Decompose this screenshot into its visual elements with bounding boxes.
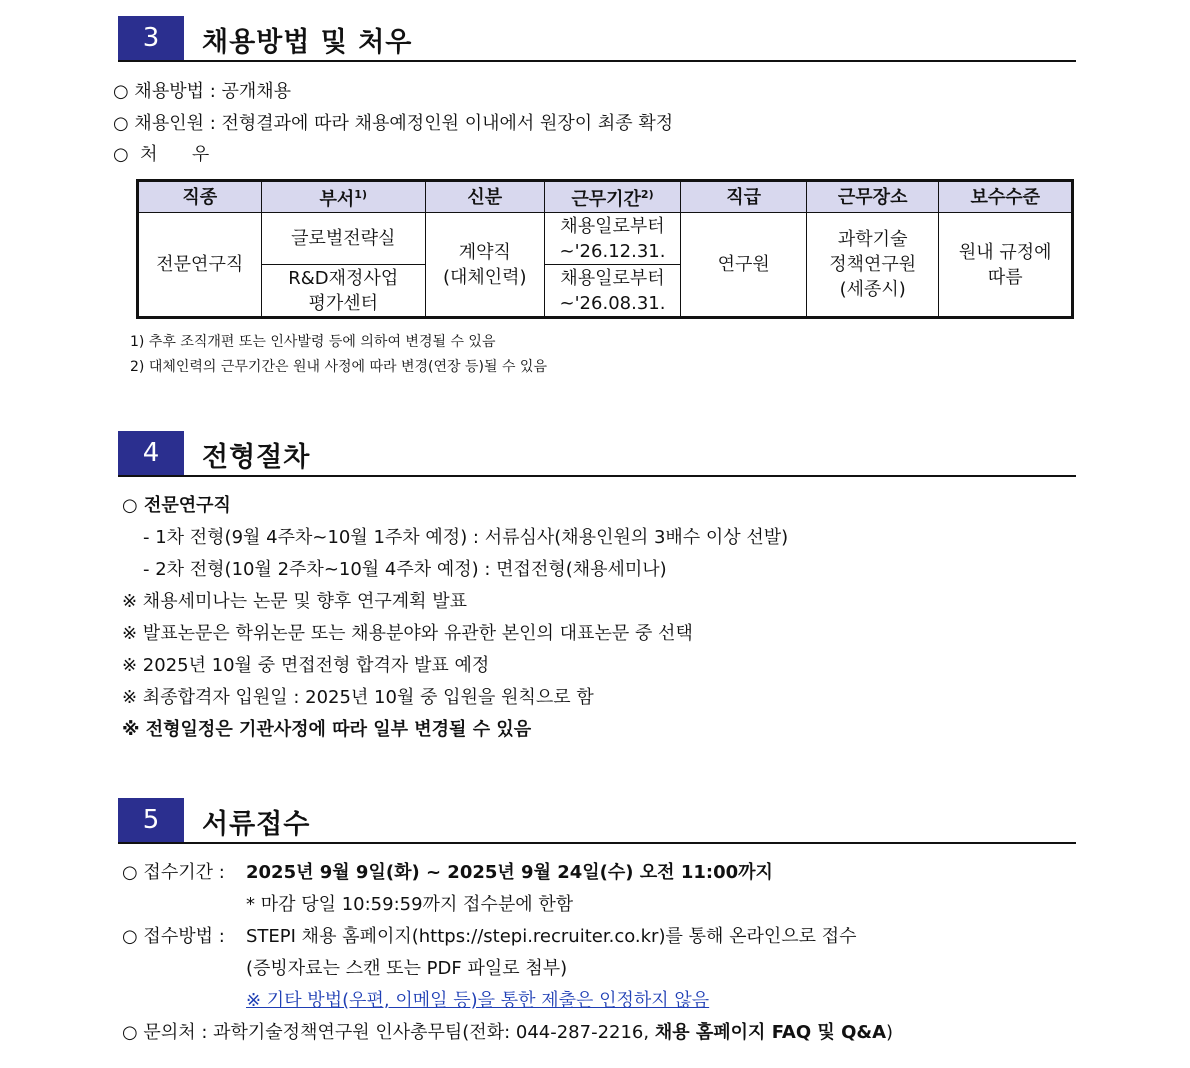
header-grade: 직급 bbox=[681, 181, 807, 213]
process-remark-1: ※ 채용세미나는 논문 및 향후 연구계획 발표 bbox=[122, 591, 468, 612]
contact-label: ○ 문의처 : bbox=[122, 1022, 208, 1043]
method-note: (증빙자료는 스캔 또는 PDF 파일로 첨부) bbox=[246, 958, 568, 979]
header-job-type: 직종 bbox=[138, 181, 262, 213]
terms-table bbox=[136, 179, 1074, 319]
section-4-number: 4 bbox=[118, 431, 184, 475]
hiring-method-line: ○ 채용방법 : 공개채용 bbox=[113, 81, 292, 102]
method-label: ○ 접수방법 : bbox=[122, 926, 225, 947]
cell-grade: 연구원 bbox=[681, 213, 807, 318]
process-heading: ○ 전문연구직 bbox=[122, 495, 231, 516]
period-note: * 마감 당일 10:59:59까지 접수분에 한함 bbox=[246, 894, 574, 915]
table-header-row bbox=[138, 181, 1073, 213]
section-5-title: 서류접수 bbox=[202, 809, 311, 840]
header-status: 신분 bbox=[425, 181, 544, 213]
method-warning: ※ 기타 방법(우편, 이메일 등)을 통한 제출은 인정하지 않음 bbox=[246, 990, 710, 1011]
section-3-number: 3 bbox=[118, 16, 184, 60]
process-remark-3: ※ 2025년 10월 중 면접전형 합격자 발표 예정 bbox=[122, 655, 490, 676]
cell-status: 계약직 (대체인력) bbox=[425, 213, 544, 318]
process-remark-2: ※ 발표논문은 학위논문 또는 채용분야와 유관한 본인의 대표논문 중 선택 bbox=[122, 623, 693, 644]
footnote-1: 1) 추후 조직개편 또는 인사발령 등에 의하여 변경될 수 있음 bbox=[130, 334, 496, 350]
contact-end: ) bbox=[886, 1022, 894, 1043]
process-remark-4: ※ 최종합격자 입원일 : 2025년 10월 중 입원을 원칙으로 함 bbox=[122, 687, 594, 708]
cell-job-type: 전문연구직 bbox=[138, 213, 262, 318]
table-row bbox=[138, 213, 1073, 265]
period-value: 2025년 9월 9일(화) ~ 2025년 9월 24일(수) 오전 11:00까지 bbox=[246, 862, 773, 883]
contact-faq: 채용 홈페이지 FAQ 및 Q&A bbox=[654, 1022, 887, 1043]
contact-line bbox=[122, 1021, 893, 1045]
cell-place: 과학기술 정책연구원 (세종시) bbox=[806, 213, 939, 318]
hiring-count-line: ○ 채용인원 : 전형결과에 따라 채용예정인원 이내에서 원장이 최종 확정 bbox=[113, 113, 674, 134]
footnote-2: 2) 대체인력의 근무기간은 원내 사정에 따라 변경(연장 등)될 수 있음 bbox=[130, 359, 547, 375]
section-5-header bbox=[118, 798, 1076, 844]
section-5-number: 5 bbox=[118, 798, 184, 842]
period-label: ○ 접수기간 : bbox=[122, 862, 225, 883]
cell-period-1: 채용일로부터 ~'26.12.31. bbox=[544, 213, 681, 265]
process-step-2: - 2차 전형(10월 2주차~10월 4주차 예정) : 면접전형(채용세미나) bbox=[143, 559, 667, 580]
section-4-title: 전형절차 bbox=[202, 442, 311, 473]
contact-value: 과학기술정책연구원 인사총무팀(전화: 044-287-2216, bbox=[213, 1022, 650, 1043]
section-3-header bbox=[118, 16, 1076, 62]
cell-dept-1: 글로벌전략실 bbox=[261, 213, 425, 265]
method-value: STEPI 채용 홈페이지(https://stepi.recruiter.co.kr)를 통해 온라인으로 접수 bbox=[246, 926, 857, 947]
header-period: 근무기간$^{2)}$ bbox=[544, 181, 681, 213]
cell-period-2: 채용일로부터 ~'26.08.31. bbox=[544, 265, 681, 318]
treatment-line: ○ 처 우 bbox=[113, 144, 210, 165]
cell-dept-2: R&D재정사업 평가센터 bbox=[261, 265, 425, 318]
cell-pay: 원내 규정에 따름 bbox=[939, 213, 1073, 318]
process-bold-remark: ※ 전형일정은 기관사정에 따라 일부 변경될 수 있음 bbox=[122, 719, 532, 740]
process-step-1: - 1차 전형(9월 4주차~10월 1주차 예정) : 서류심사(채용인원의 3배수 이상 선발) bbox=[143, 527, 789, 548]
header-pay: 보수수준 bbox=[939, 181, 1073, 213]
section-4-header bbox=[118, 431, 1076, 477]
header-place: 근무장소 bbox=[806, 181, 939, 213]
section-3-title: 채용방법 및 처우 bbox=[202, 27, 413, 58]
header-dept: 부서$^{1)}$ bbox=[261, 181, 425, 213]
